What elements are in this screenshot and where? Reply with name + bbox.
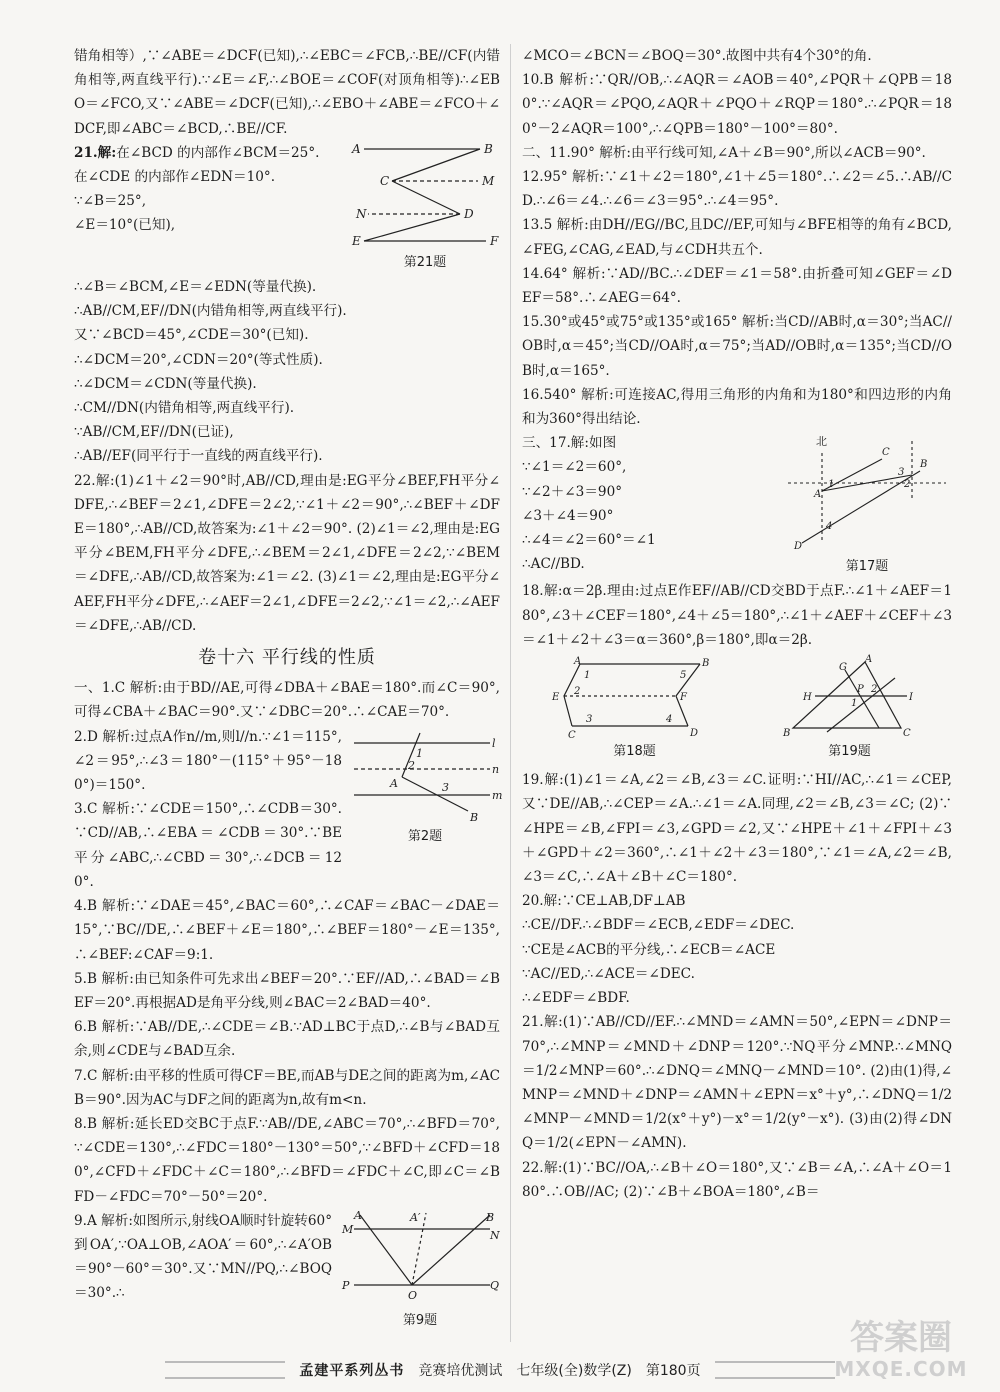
fig2-label-B: B (470, 810, 479, 824)
fig17-label-C: C (882, 447, 890, 459)
fig18-label-A: A (573, 656, 581, 668)
fig19-label-1: 1 (850, 698, 857, 710)
q21-line-8: ∴∠DCM＝∠CDN(等量代换). (74, 375, 257, 392)
fig19-label-I: I (908, 692, 913, 704)
fig18-label-1: 1 (583, 670, 590, 682)
q5: 5.B 解析:由已知条件可先求出∠BEF＝20°.∵EF//AD,∴∠BAD＝∠BEF＝20°.再根据AD是角平分线,则∠BAC＝2∠BAD＝40°. (74, 970, 500, 1011)
q7: 7.C 解析:由平移的性质可得CF＝BE,而AB与DE之间的距离为m,∠ACB＝90°.因为AC与DF之间的距离为n,故有m<n. (74, 1067, 500, 1108)
q21-line-1: 在∠CDE 的内部作∠EDN＝10°. (74, 169, 276, 186)
fig18-label-5: 5 (679, 670, 686, 682)
q21-line-7: ∴∠DCM＝20°,∠CDN＝20°(等式性质). (74, 351, 323, 368)
q21-head: 21.解: (74, 144, 117, 161)
q18: 18.解:α＝2β.理由:过点E作EF//AB//CD交BD于点F.∴∠1＋∠AEF＝180°,∠3＋∠CEF＝180°,∠4＋∠5＝180°,∴∠1＋∠AEF＋∠CEF＋∠3＝∠1＋∠2＋∠3＝α＝360°,β＝180°,即α＝2β. (522, 583, 952, 648)
fig9-label-A: A (354, 1208, 362, 1222)
figure-17-caption: 第17题 (845, 559, 889, 575)
left-column (74, 44, 503, 1333)
q17-line-1: ∵∠2＋∠3＝90° (522, 483, 623, 500)
q21-line-5: ∴AB//CM,EF//DN(内错角相等,两直线平行). (74, 303, 347, 320)
watermark-logo (816, 1318, 986, 1388)
left-top-paragraph: 错角相等）,∵∠ABE＝∠DCF(已知),∴∠EBC＝∠FCB,∴BE//CF(内错角相等,两直线平行).∵∠E＝∠F,∴∠BOE＝∠COF(对顶角相等)∴∠EBO＝∠FCO,又∵∠ABE＝∠DCF(已知),∴∠EBO＋∠ABE＝∠FCO＋∠DCF,即∠ABC＝∠BCD,∴BE//CF. (74, 48, 500, 137)
q21-line-3: ∠E＝10°(已知), (74, 217, 176, 234)
fig17-north: 北 (816, 435, 827, 449)
fig17-label-A: A (814, 489, 822, 501)
q2-q3-block (74, 725, 503, 894)
fig19-label-G: G (838, 662, 847, 674)
fig21-label-A: A (352, 141, 361, 156)
figure-9 (340, 1209, 500, 1333)
figure-19-caption: 第19题 (828, 744, 871, 760)
q21-line-2: ∵∠B＝25°, (74, 193, 147, 210)
q15: 15.30°或45°或75°或135°或165° 解析:当CD//AB时,α＝30°;当AC//OB时,α＝45°;当CD//OA时,α＝75°;当AD//OB时,α＝135°;当CD//OB时,α＝165°. (522, 314, 952, 379)
q9: 9.A 解析:如图所示,射线OA顺时针旋转60°到OA′,∵OA⊥OB,∠AOA′＝60°,∴∠A′OB＝90°－60°＝30°.又∵MN//PQ,∴∠BOQ＝30°.∴ (74, 1212, 332, 1302)
figure-2 (350, 725, 503, 894)
footer-book: 竞赛培优测试 (418, 1363, 503, 1379)
q21-right: 21.解:(1)∵AB//CD//EF.∴∠MND＝∠AMN＝50°,∠EPN＝∠DNP＝70°,∴∠MNP＝∠MND＋∠DNP＝120°.∵NQ平分∠MNP.∴∠MNQ＝1/2∠MNP＝60°.∴∠DNQ＝∠MNQ－∠MND＝10°. (2)由(1)得,∠MNP＝∠MND＋∠DNP＝∠AMN＋∠EPN＝x°＋y°,∴∠DNQ＝1/2∠MNP－∠MND＝1/2(x°＋y°)－x°＝1/2(y°－x°). (3)由(2)得∠DNQ＝1/2(∠EPN－∠AMN). (522, 1014, 952, 1152)
fig19-label-C: C (902, 728, 911, 740)
q12: 12.95° 解析:∵∠1＋∠2＝180°,∠1＋∠5＝180°.∴∠2＝∠5.∴AB//CD.∴∠6＝∠4.∴∠6＝∠3＝95°.∴∠4＝95°. (522, 169, 952, 210)
q19: 19.解:(1)∠1＝∠A,∠2＝∠B,∠3＝∠C.证明:∵HI//AC,∴∠1＝∠CEP,又∵DE//AB,∴∠CEP＝∠A.∴∠1＝∠A.同理,∠2＝∠B,∠3＝∠C; (2)∵∠HPE＝∠B,∠FPI＝∠3,∠GPD＝∠2,又∵∠HPE＋∠1＋∠FPI＋∠3＋∠GPD＋∠2＝360°,∴∠1＋∠2＋∠3＝180°,∵∠1＝∠A,∠2＝∠B,∠3＝∠C,∴∠A＋∠B＋∠C＝180°. (522, 772, 952, 886)
q17-block (522, 431, 952, 579)
q22-right: 22.解:(1)∵BC//OA,∴∠B＋∠O＝180°,又∵∠B＝∠A,∴∠A＋∠O＝180°.∴OB//AC; (2)∵∠B＋∠BOA＝180°,∠B＝ (522, 1159, 952, 1200)
figure-21-caption: 第21题 (403, 254, 447, 270)
fig19-label-2: 2 (870, 684, 877, 696)
figure-17 (782, 431, 952, 579)
q21-line-9: ∴CM//DN(内错角相等,两直线平行). (74, 400, 295, 417)
fig18-label-C: C (567, 730, 576, 742)
q2: 2.D 解析:过点A作n//m,则l//n.∵∠1＝115°,∠2＝95°,∴∠3＝180°－(115°＋95°－180°)＝150°. (74, 728, 342, 794)
q20-line-1: ∴CE//DF.∴∠BDF＝∠ECB,∠EDF＝∠DEC. (522, 917, 795, 934)
figure-18-diagram (550, 656, 720, 740)
figure-2-diagram (350, 725, 503, 825)
fig17-label-B: B (920, 459, 928, 471)
fig17-label-4: 4 (826, 521, 833, 533)
q17-line-2: ∠3＋∠4＝90° (522, 507, 614, 524)
fig2-label-3: 3 (442, 780, 449, 794)
q16: 16.540° 解析:可连接AC,得用三角形的内角和为180°和四边形的内角和为360°得出结论. (522, 386, 952, 428)
q20-line-4: ∴∠EDF＝∠BDF. (522, 990, 630, 1007)
right-top-paragraph: ∠MCO＝∠BCN＝∠BOQ＝30°.故图中共有4个30°的角. (522, 48, 872, 64)
q22-left: 22.解:(1)∠1＋∠2＝90°时,AB//CD,理由是:EG平分∠BEF,FH平分∠DFE,∴∠BEF＝2∠1,∠DFE＝2∠2,∵∠1＋∠2＝90°,∴∠BEF＋∠DFE＝180°,∴AB//CD,故答案为:∠1＋∠2＝90°. (2)∠1＝∠2,理由是:EG平分∠BEM,FH平分∠DFE,∴∠BEM＝2∠1,∠DFE＝2∠2,∵∠BEM＝∠DFE,∴AB//CD,故答案为:∠1＝∠2. (3)∠1＝∠2,理由是:EG平分∠AEF,FH平分∠DFE,∴∠AEF＝2∠1,∠DFE＝2∠2,∵∠1＝∠2,∴∠AEF＝∠DFE,∴AB//CD. (74, 472, 500, 634)
q21-block (74, 141, 500, 275)
fig19-label-B: B (782, 728, 790, 740)
fig19-label-P: P (856, 684, 864, 696)
watermark-line1: 答案圈 (850, 1318, 952, 1358)
fig2-label-m: m (492, 788, 503, 802)
q9-block (74, 1209, 500, 1333)
fig21-label-B: B (484, 141, 493, 156)
figure-21-diagram (350, 141, 500, 251)
figure-19-diagram (775, 656, 925, 740)
fig18-label-D: D (689, 728, 698, 740)
q13: 13.5 解析:由DH//EG//BC,且DC//EF,可知与∠BFE相等的角有∠BCD,∠FEG,∠CAG,∠EAD,与∠CDH共五个. (522, 217, 952, 258)
q17-line-0: ∵∠1＝∠2＝60°, (522, 459, 627, 476)
footer-ornament-left (165, 1361, 285, 1379)
footer-page-number: 第180页 (645, 1363, 701, 1379)
fig21-label-D: D (464, 206, 474, 221)
q4: 4.B 解析:∵∠DAE＝45°,∠BAC＝60°,∴∠CAF＝∠BAC－∠DAE＝15°,∵BC//DE,∴∠BEF＋∠E＝180°,∴∠BEF＝180°－∠E＝135°,∴∠BEF:∠CAF＝9:1. (74, 898, 500, 963)
fig18-label-F: F (679, 692, 687, 704)
fig18-label-2: 2 (573, 686, 580, 698)
q14: 14.64° 解析:∵AD//BC.∴∠DEF＝∠1＝58°.由折叠可知∠GEF＝∠DEF＝58°.∴∠AEG＝64°. (522, 265, 952, 307)
fig9-label-B: B (486, 1210, 495, 1224)
fig9-label-A-prime: A′ (410, 1210, 421, 1224)
watermark-line2: MXQE.COM (834, 1357, 968, 1381)
fig21-label-E: E (352, 233, 361, 248)
q20-line-0: 20.解:∵CE⊥AB,DF⊥AB (522, 893, 686, 910)
fig18-label-3: 3 (585, 714, 592, 726)
fig2-label-n: n (492, 762, 500, 776)
fig9-label-M: M (342, 1222, 354, 1236)
q17-line-3: ∴∠4＝∠2＝60°＝∠1 (522, 532, 656, 549)
figure-9-diagram (340, 1209, 500, 1309)
footer-grade: 七年级(全)数学(Z) (516, 1363, 632, 1379)
figure-21 (350, 141, 500, 275)
q10: 10.B 解析:∵QR//OB,∴∠AQR＝∠AOB＝40°,∠PQR＋∠QPB＝180°.∵∠AQR＝∠PQO,∠AQR＋∠PQO＋∠RQP＝180°.∴∠PQR＝180°－2∠AQR＝100°,∴∠QPB＝180°－100°＝80°. (522, 72, 952, 137)
figure-17-diagram (782, 431, 952, 555)
q1: 一、1.C 解析:由于BD//AE,可得∠DBA＋∠BAE＝180°.而∠C＝90°,可得∠CBA＋∠BAC＝90°.又∵∠DBC＝20°.∴∠CAE＝70°. (74, 680, 500, 721)
q21-line-4: ∴∠B＝∠BCM,∠E＝∠EDN(等量代换). (74, 279, 317, 296)
q21-line-10: ∵AB//CM,EF//DN(已证), (74, 424, 234, 441)
figure-19 (775, 656, 925, 764)
fig21-label-N: N (356, 206, 367, 221)
figure-18 (550, 656, 720, 764)
q17-line-4: ∴AC//BD. (522, 556, 585, 573)
right-column (522, 44, 952, 1204)
fig21-label-C: C (380, 173, 390, 188)
section-title: 卷十六 平行线的性质 (198, 647, 376, 669)
q21-line-0: 在∠BCD 的内部作∠BCM＝25°. (116, 144, 320, 161)
figure-18-caption: 第18题 (613, 744, 656, 760)
q21-line-6: 又∵∠BCD＝45°,∠CDE＝30°(已知). (74, 327, 309, 344)
q21-line-11: ∴AB//EF(同平行于一直线的两直线平行). (74, 448, 323, 465)
column-divider (510, 44, 511, 1342)
fig17-label-3: 3 (898, 467, 905, 479)
figure-2-caption: 第2题 (407, 828, 443, 844)
q3: 3.C 解析:∵∠CDE＝150°,∴∠CDB＝30°.∵CD//AB,∴∠EBA＝∠CDB＝30°.∵BE平分∠ABC,∴∠CBD＝30°,∴∠DCB＝120°. (74, 801, 342, 890)
fig18-label-4: 4 (665, 714, 672, 726)
fig17-label-1: 1 (828, 479, 835, 491)
fig9-label-N: N (490, 1228, 500, 1242)
fig19-label-A: A (864, 654, 872, 666)
fig2-label-A: A (390, 776, 398, 790)
fig2-label-l: l (492, 736, 496, 750)
fig19-label-H: H (802, 692, 812, 704)
fig2-label-1: 1 (416, 746, 423, 760)
figure-9-caption: 第9题 (402, 1312, 438, 1328)
fig2-label-2: 2 (408, 758, 415, 772)
q17-head: 三、17.解:如图 (522, 435, 617, 452)
q11: 二、11.90° 解析:由平行线可知,∠A＋∠B＝90°,所以∠ACB＝90°. (522, 144, 926, 161)
q20-line-2: ∵CE是∠ACB的平分线,∴∠ECB＝∠ACE (522, 941, 776, 958)
q6: 6.B 解析:∵AB//DE,∴∠CDE＝∠B.∵AD⊥BC于点D,∴∠B与∠BAD互余,则∠CDE与∠BAD互余. (74, 1019, 500, 1060)
fig21-label-M: M (482, 173, 495, 188)
fig18-label-E: E (551, 692, 559, 704)
fig9-label-P: P (342, 1278, 350, 1292)
q8: 8.B 解析:延长ED交BC于点F.∵AB//DE,∠ABC＝70°,∴∠BFD＝70°,∵∠CDE＝130°,∴∠FDC＝180°－130°＝50°,∵∠BFD＋∠CFD＝180°,∠CFD＋∠FDC＋∠C＝180°,∴∠BFD＝∠FDC＋∠C,即∠C＝∠BFD－∠FDC＝70°－50°＝20°. (74, 1115, 500, 1205)
q20-line-3: ∵AC//ED,∴∠ACE＝∠DEC. (522, 965, 695, 982)
footer-series: 孟建平系列丛书 (299, 1363, 405, 1379)
fig17-label-D: D (794, 541, 803, 553)
fig17-label-2: 2 (904, 479, 911, 491)
fig9-label-Q: Q (490, 1278, 500, 1292)
fig21-label-F: F (490, 233, 499, 248)
figures-18-19 (522, 656, 952, 764)
fig18-label-B: B (701, 658, 709, 670)
fig9-label-O: O (408, 1288, 418, 1302)
